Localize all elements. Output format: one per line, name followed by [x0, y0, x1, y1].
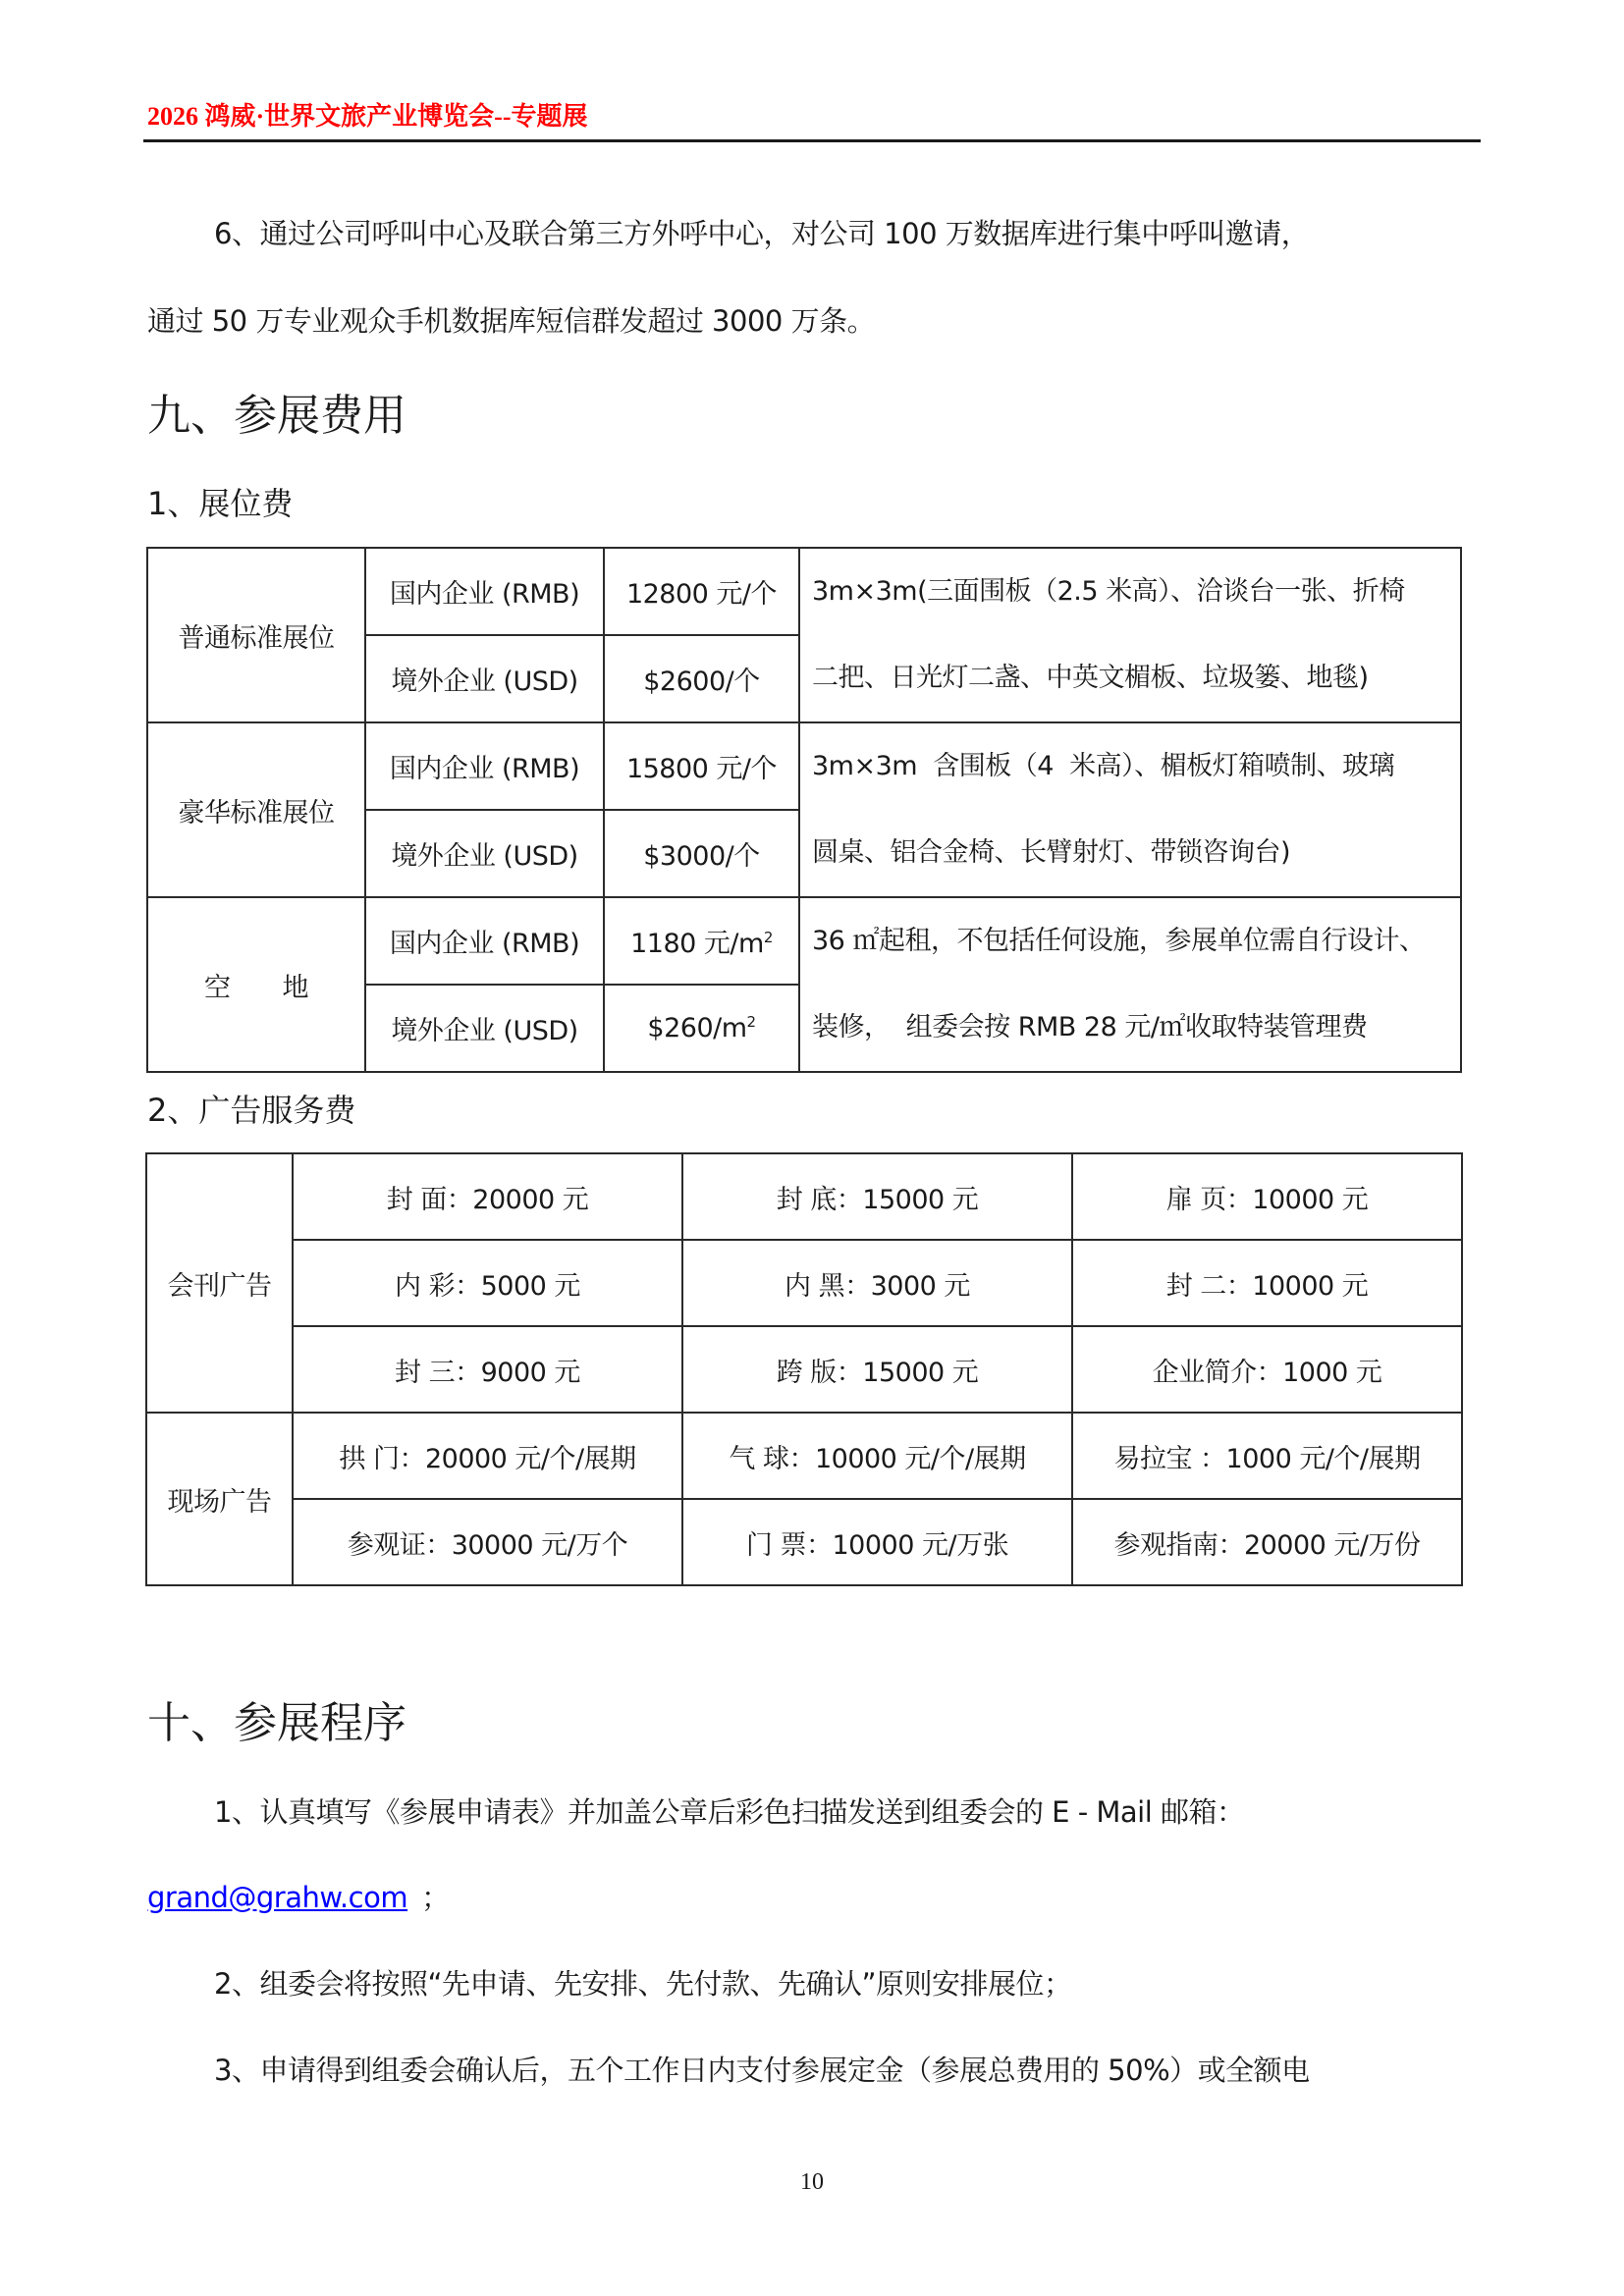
- ad-group-name: 会刊广告: [146, 1153, 293, 1413]
- ad-item: 封 底：15000 元: [682, 1153, 1072, 1240]
- description-line: 二把、日光灯二盏、中英文楣板、垃圾篓、地毯): [812, 663, 1369, 693]
- ad-item: 气 球：10000 元/个/展期: [682, 1413, 1072, 1499]
- ad-item: 内 黑：3000 元: [682, 1240, 1072, 1326]
- description-line: 36 ㎡起租，不包括任何设施，参展单位需自行设计、: [812, 926, 1426, 956]
- ad-item: 封 二：10000 元: [1072, 1240, 1462, 1326]
- procedure-item-1: 1、认真填写《参展申请表》并加盖公章后彩色扫描发送到组委会的 E - Mail 邮箱：: [214, 1795, 1245, 1829]
- ad-item: 跨 版：15000 元: [682, 1326, 1072, 1413]
- booth-type: 空 地: [147, 897, 365, 1072]
- foreign-label: 境外企业 (USD): [365, 810, 604, 897]
- ad-item: 封 面：20000 元: [293, 1153, 682, 1240]
- domestic-price: 15800 元/个: [604, 722, 799, 810]
- booth-type: 豪华标准展位: [147, 722, 365, 897]
- table-row: [147, 548, 1461, 635]
- ad-fee-table: [145, 1152, 1463, 1586]
- foreign-price: $3000/个: [604, 810, 799, 897]
- domestic-label: 国内企业 (RMB): [365, 548, 604, 635]
- section-9-title: 九、参展费用: [147, 391, 406, 441]
- description-line: 圆桌、铝合金椅、长臂射灯、带锁咨询台): [812, 837, 1291, 868]
- email-link[interactable]: grand@grahw.com: [147, 1881, 408, 1914]
- table-row: [146, 1326, 1462, 1413]
- section-10-title: 十、参展程序: [147, 1698, 406, 1748]
- ad-item: 门 票：10000 元/万张: [682, 1499, 1072, 1585]
- booth-fee-table: [146, 547, 1462, 1073]
- foreign-price: [604, 985, 799, 1072]
- ad-item: 内 彩：5000 元: [293, 1240, 682, 1326]
- ad-item: 参观证：30000 元/万个: [293, 1499, 682, 1585]
- ad-item: 扉 页：10000 元: [1072, 1153, 1462, 1240]
- header-title: 2026 鸿威·世界文旅产业博览会--专题展: [147, 102, 588, 131]
- ad-item: 参观指南：20000 元/万份: [1072, 1499, 1462, 1585]
- price-text: 1180 元/m: [630, 929, 764, 959]
- description-line: 装修， 组委会按 RMB 28 元/㎡收取特装管理费: [812, 1012, 1368, 1042]
- page-number: 10: [800, 2169, 824, 2195]
- table-row: [146, 1499, 1462, 1585]
- booth-description: [799, 722, 1461, 897]
- table-row: [146, 1240, 1462, 1326]
- superscript: 2: [746, 1013, 756, 1031]
- domestic-label: 国内企业 (RMB): [365, 897, 604, 985]
- ad-item: 拱 门：20000 元/个/展期: [293, 1413, 682, 1499]
- table-row: [147, 897, 1461, 985]
- ad-item: 封 三：9000 元: [293, 1326, 682, 1413]
- superscript: 2: [763, 929, 773, 946]
- ad-fee-title: 2、广告服务费: [147, 1092, 356, 1129]
- email-suffix: ；: [421, 1881, 450, 1914]
- description-line: 3m×3m 含围板（4 米高）、楣板灯箱喷制、玻璃: [812, 751, 1395, 781]
- ad-item: 易拉宝 ：1000 元/个/展期: [1072, 1413, 1462, 1499]
- booth-description: [799, 548, 1461, 722]
- intro-line-2: 通过 50 万专业观众手机数据库短信群发超过 3000 万条。: [147, 304, 876, 338]
- procedure-item-2: 2、组委会将按照“先申请、先安排、先付款、先确认”原则安排展位；: [214, 1967, 1072, 2001]
- domestic-label: 国内企业 (RMB): [365, 722, 604, 810]
- description-line: 3m×3m(三面围板（2.5 米高）、洽谈台一张、折椅: [812, 576, 1405, 607]
- foreign-label: 境外企业 (USD): [365, 985, 604, 1072]
- procedure-email-line: [147, 1878, 450, 1917]
- price-text: $260/m: [647, 1013, 747, 1043]
- header-divider: [143, 139, 1481, 142]
- intro-line-1: 6、通过公司呼叫中心及联合第三方外呼中心，对公司 100 万数据库进行集中呼叫邀请，: [214, 217, 1310, 250]
- foreign-price: $2600/个: [604, 635, 799, 722]
- domestic-price: [604, 897, 799, 985]
- table-row: [147, 722, 1461, 810]
- booth-description: [799, 897, 1461, 1072]
- booth-fee-title: 1、展位费: [147, 485, 294, 522]
- ad-item: 企业简介：1000 元: [1072, 1326, 1462, 1413]
- domestic-price: 12800 元/个: [604, 548, 799, 635]
- table-row: [146, 1413, 1462, 1499]
- table-row: [146, 1153, 1462, 1240]
- ad-group-name: 现场广告: [146, 1413, 293, 1585]
- booth-type: 普通标准展位: [147, 548, 365, 722]
- foreign-label: 境外企业 (USD): [365, 635, 604, 722]
- procedure-item-3: 3、申请得到组委会确认后，五个工作日内支付参展定金（参展总费用的 50%）或全额电: [214, 2054, 1310, 2087]
